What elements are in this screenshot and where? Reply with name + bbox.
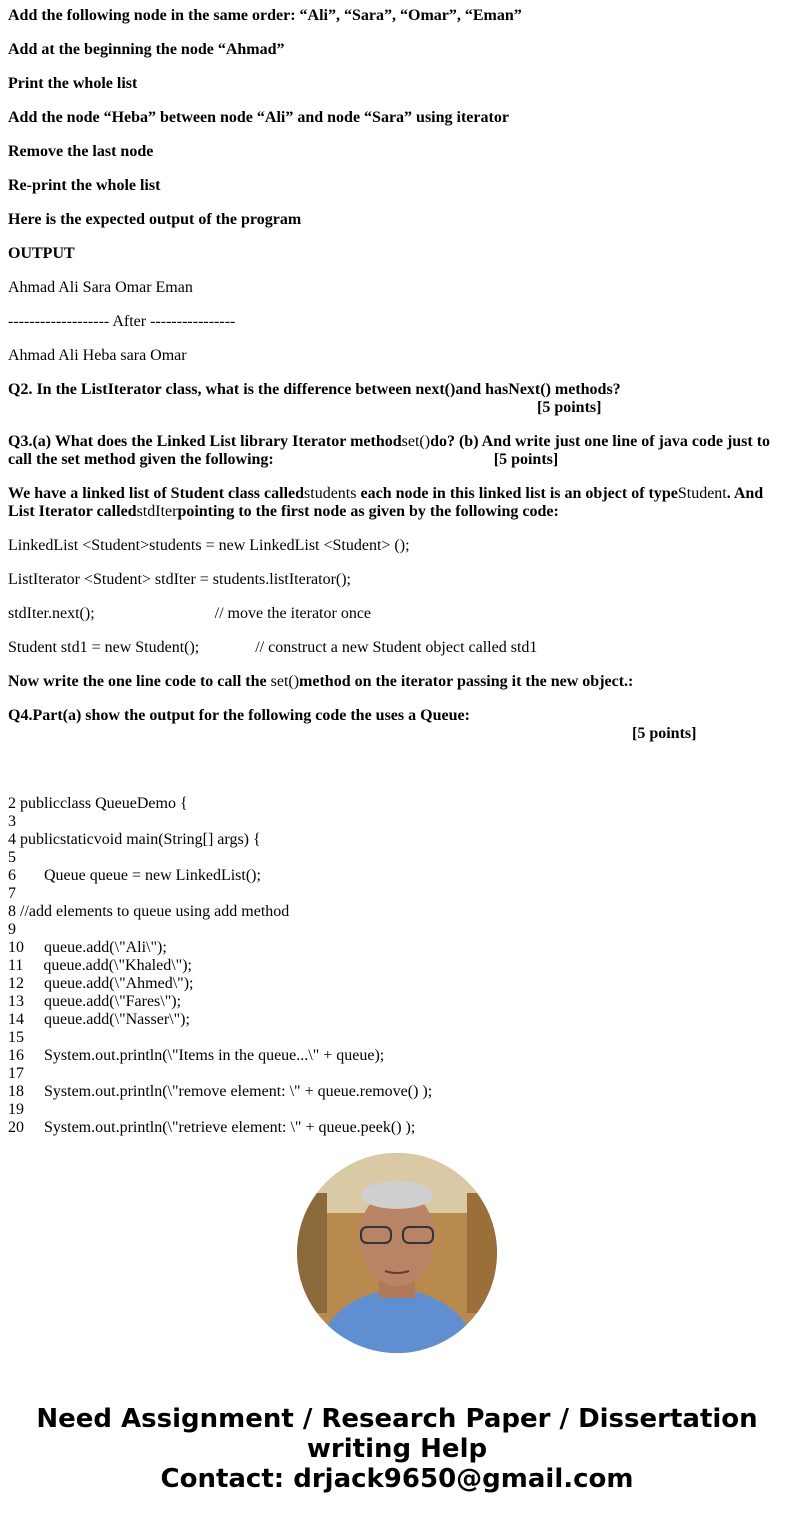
code-line: 9: [8, 921, 16, 938]
code-line: 13 queue.add(\"Fares\");: [8, 993, 182, 1010]
q3-code-line: LinkedList <Student>students = new LinkedList <Student> ();: [8, 537, 410, 554]
instruction: Add the following node in the same order: “Ali”, “Sara”, “Omar”, “Eman”: [8, 7, 522, 24]
code-line: 4 publicstaticvoid main(String[] args) {: [8, 831, 261, 848]
q4-text: Q4.Part(a) show the output for the following code the uses a Queue:: [8, 707, 470, 724]
instruction: Re-print the whole list: [8, 177, 161, 194]
queue-code-block: [8, 795, 786, 1137]
code-line: 5: [8, 849, 16, 866]
code-line: 6 Queue queue = new LinkedList();: [8, 867, 261, 884]
q3-prompt-text: Now write the one line code to call the: [8, 673, 271, 690]
q3-prompt-set: set(): [270, 673, 300, 690]
code-line: 15: [8, 1029, 24, 1046]
question-3: [8, 433, 786, 469]
instruction: Add the node “Heba” between node “Ali” and node “Sara” using iterator: [8, 109, 509, 126]
q4-points: [5 points]: [632, 725, 697, 742]
footer-contact: Contact: drjack9650@gmail.com: [160, 1464, 634, 1494]
footer-line-1: Need Assignment / Research Paper / Dissertation writing Help: [36, 1404, 758, 1464]
q3-context-text: We have a linked list of Student class called: [8, 485, 305, 502]
q2-text: Q2. In the ListIterator class, what is the difference between next()and hasNext() methods?: [8, 381, 621, 398]
author-photo: [297, 1153, 497, 1353]
code-line: 14 queue.add(\"Nasser\");: [8, 1011, 190, 1028]
q3-prompt-text: method on the iterator passing it the new object.:: [299, 673, 634, 690]
code-line: 17: [8, 1065, 24, 1082]
instruction: Here is the expected output of the program: [8, 211, 302, 228]
instruction: Add at the beginning the node “Ahmad”: [8, 41, 285, 58]
students-var: students: [304, 485, 357, 502]
q3-context: [8, 485, 786, 521]
q3-text: Q3.(a) What does the Linked List library Iterator method: [8, 433, 402, 450]
instruction: Remove the last node: [8, 143, 154, 160]
q3-set-method: set(): [401, 433, 431, 450]
code-line: 10 queue.add(\"Ali\");: [8, 939, 167, 956]
output-line: Ahmad Ali Sara Omar Eman: [8, 279, 193, 296]
q3-prompt: [8, 673, 786, 691]
question-2: [8, 381, 786, 417]
code-line: 7: [8, 885, 16, 902]
output-line: ------------------- After ----------------: [8, 313, 236, 330]
code-line: 12 queue.add(\"Ahmed\");: [8, 975, 194, 992]
footer-banner: [0, 1404, 794, 1494]
output-line: Ahmad Ali Heba sara Omar: [8, 347, 187, 364]
q3-code-line: ListIterator <Student> stdIter = students.listIterator();: [8, 571, 351, 588]
q2-points: [5 points]: [537, 399, 602, 416]
student-type: Student: [677, 485, 727, 502]
code-line: 2 publicclass QueueDemo {: [8, 795, 188, 812]
q3-text: do? (b) And write just one line of java code just to call the set method given the following:: [8, 433, 771, 468]
code-line: 11 queue.add(\"Khaled\");: [8, 957, 192, 974]
instruction: Print the whole list: [8, 75, 138, 92]
question-4: [8, 707, 786, 743]
code-line: 16 System.out.println(\"Items in the queue...\" + queue);: [8, 1047, 385, 1064]
q3-context-text: pointing to the first node as given by the following code:: [177, 503, 559, 520]
code-line: 19: [8, 1101, 24, 1118]
q3-code-line: Student std1 = new Student(); // construct a new Student object called std1: [8, 639, 538, 656]
code-line: 8 //add elements to queue using add method: [8, 903, 290, 920]
q3-points: [5 points]: [493, 451, 559, 468]
code-line: 18 System.out.println(\"remove element: \" + queue.remove() );: [8, 1083, 433, 1100]
code-line: 3: [8, 813, 16, 830]
code-line: 20 System.out.println(\"retrieve element: \" + queue.peek() );: [8, 1119, 416, 1136]
stditer-var: stdIter: [136, 503, 178, 520]
q3-context-text: . And List Iterator called: [8, 485, 764, 520]
output-heading: OUTPUT: [8, 245, 75, 262]
q3-context-text: each node in this linked list is an object of type: [356, 485, 678, 502]
q3-code-line: stdIter.next(); // move the iterator once: [8, 605, 372, 622]
